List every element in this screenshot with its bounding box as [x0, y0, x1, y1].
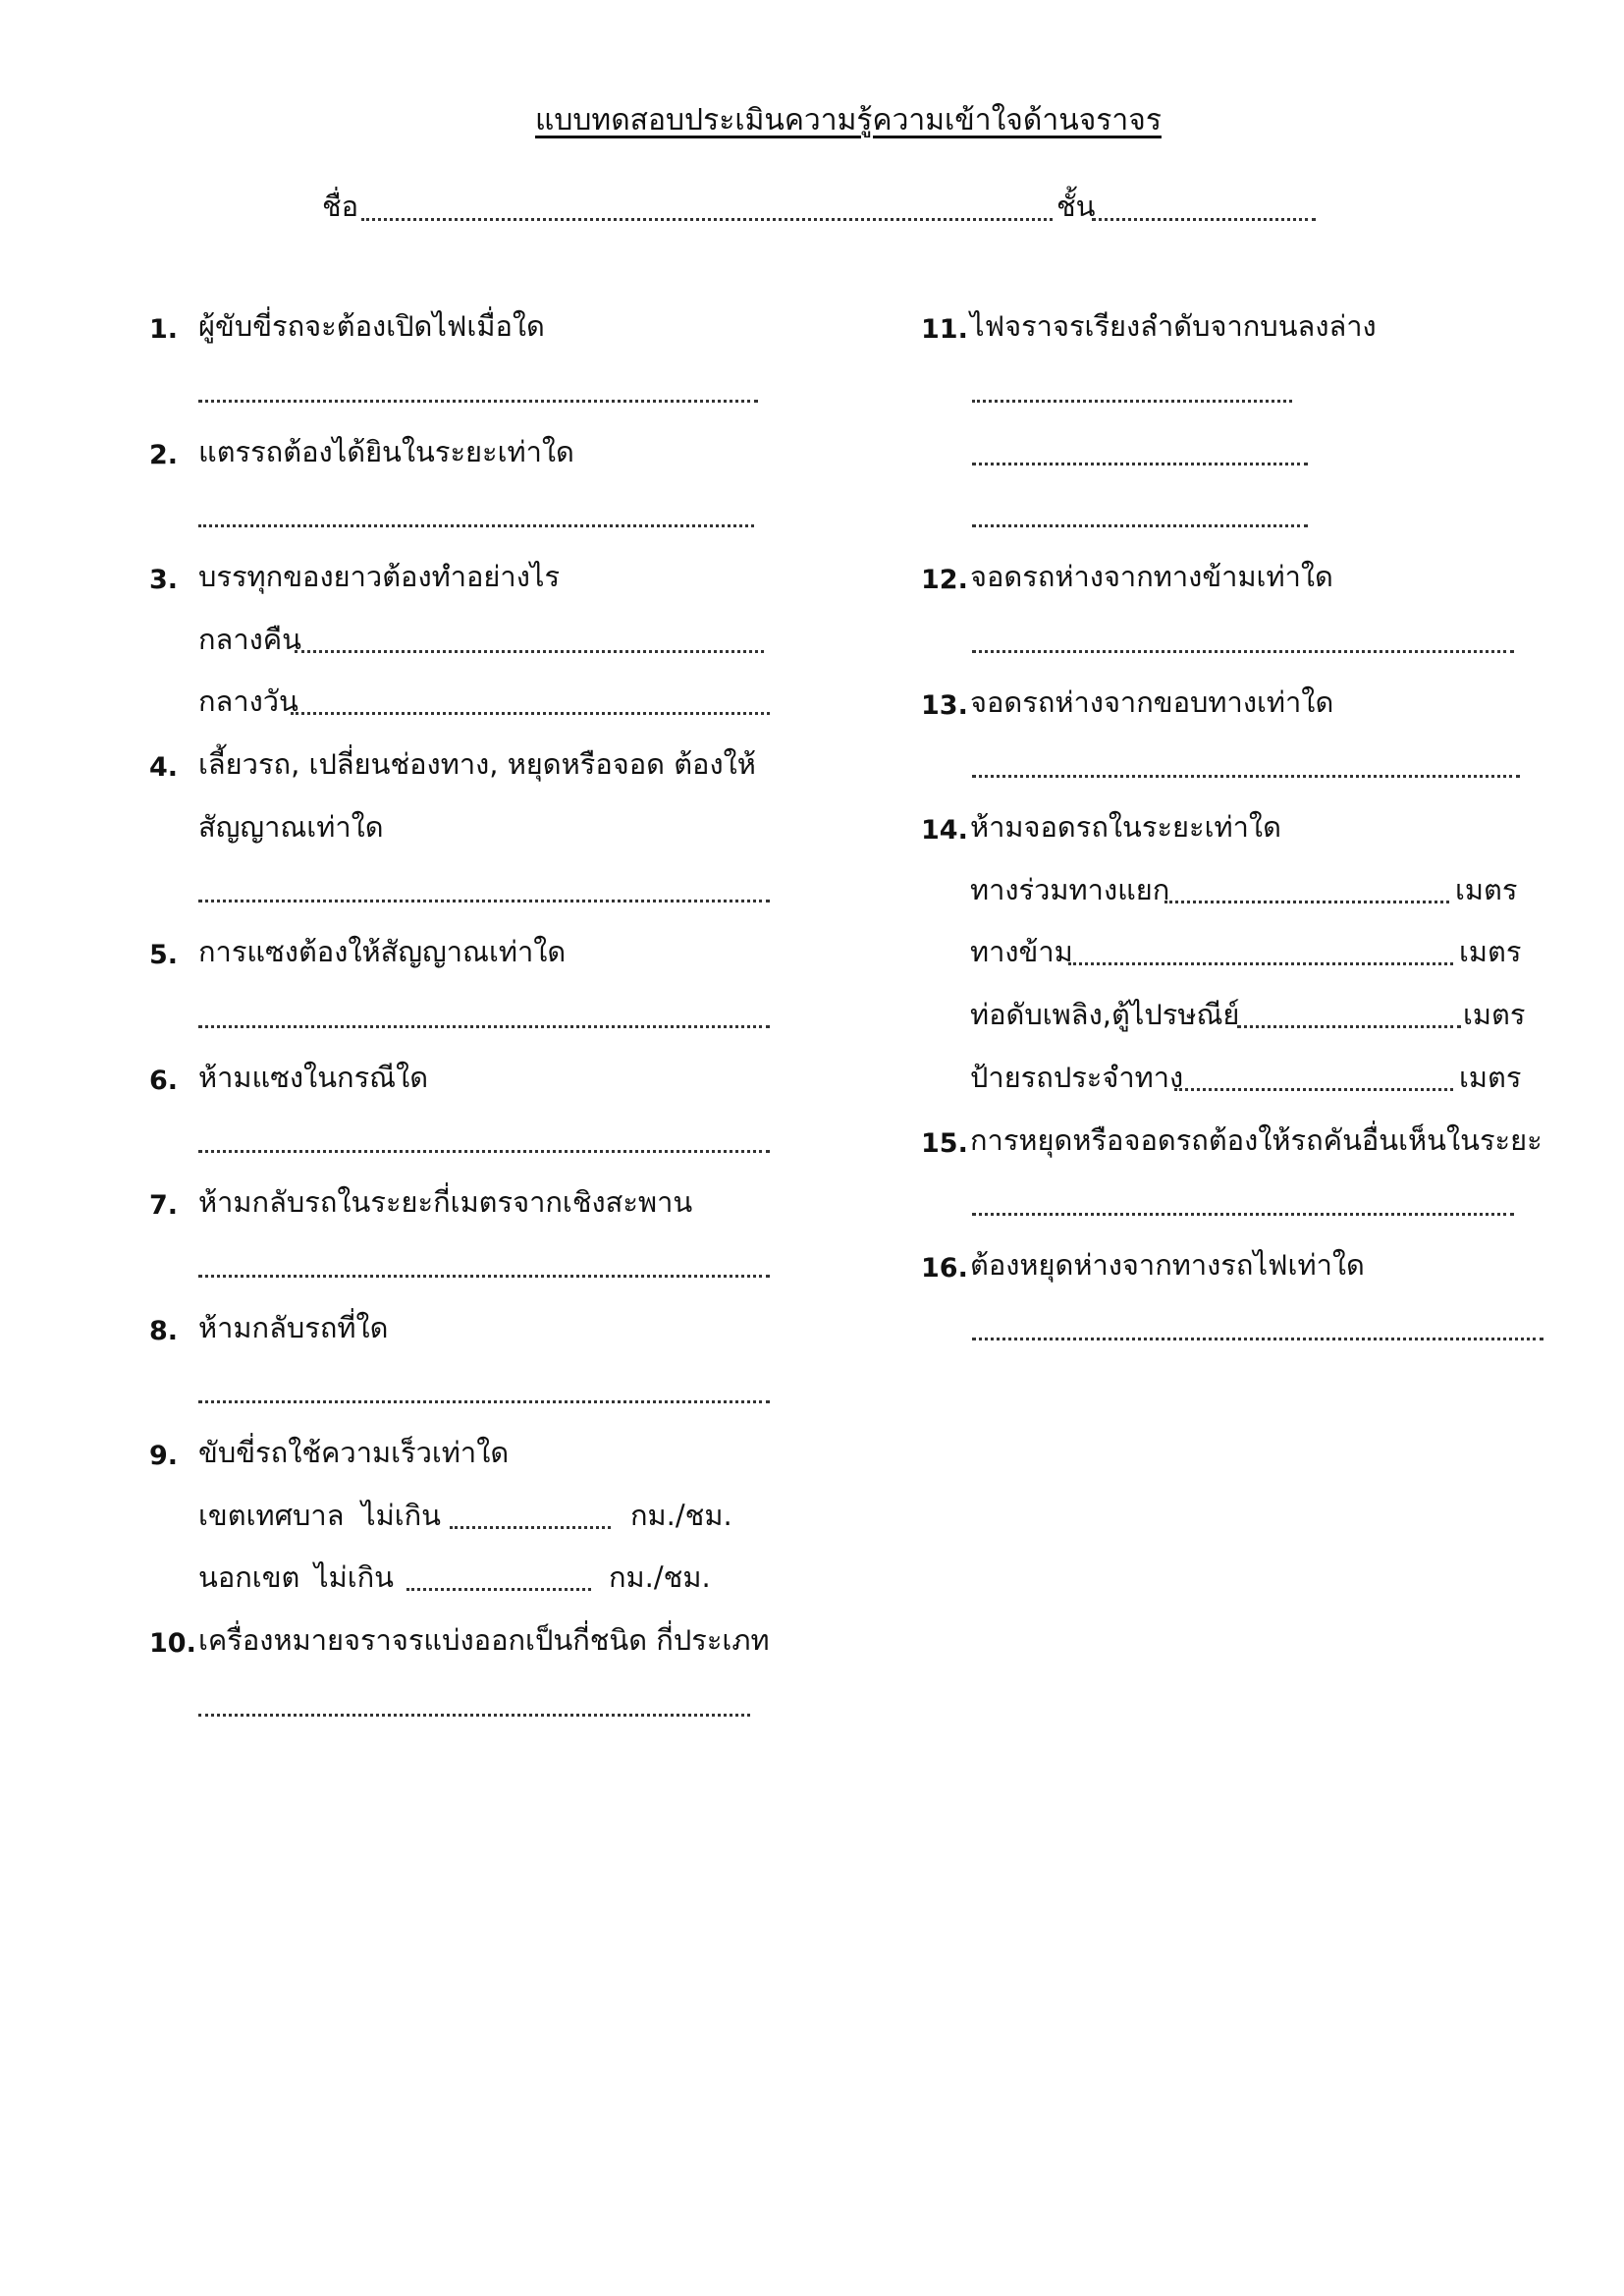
question-number: 14.	[921, 815, 968, 846]
question-number: 3.	[149, 565, 179, 595]
answer-line[interactable]	[198, 400, 758, 403]
sub-label-night: กลางคืน	[198, 623, 301, 656]
answer-line[interactable]	[972, 400, 1292, 403]
unit-meter: เมตร	[1459, 1061, 1522, 1094]
name-label: ชื่อ	[322, 190, 359, 223]
question-number: 16.	[921, 1253, 968, 1284]
question-text-cont: สัญญาณเท่าใด	[198, 810, 384, 844]
answer-line[interactable]	[972, 1338, 1543, 1340]
answer-line[interactable]	[198, 524, 754, 527]
sub-label-crosswalk: ทางข้าม	[970, 935, 1073, 968]
question-number: 10.	[149, 1628, 196, 1659]
answer-line[interactable]	[198, 1025, 770, 1028]
sub-label-not-exceed: ไม่เกิน	[314, 1560, 394, 1594]
answer-line[interactable]	[450, 1526, 611, 1529]
question-text: จอดรถห่างจากขอบทางเท่าใด	[970, 685, 1334, 719]
answer-line[interactable]	[972, 1213, 1514, 1216]
answer-line[interactable]	[1174, 1088, 1453, 1091]
answer-line[interactable]	[406, 1588, 591, 1591]
answer-line[interactable]	[1068, 962, 1453, 965]
question-number: 5.	[149, 940, 179, 970]
question-text: เลี้ยวรถ, เปลี่ยนช่องทาง, หยุดหรือจอด ต้องให้	[198, 747, 756, 781]
answer-line[interactable]	[198, 1150, 770, 1153]
question-number: 13.	[921, 690, 968, 721]
question-text: ห้ามแซงในกรณีใด	[198, 1061, 429, 1094]
sub-label-outside: นอกเขต	[198, 1560, 300, 1594]
unit-meter: เมตร	[1455, 873, 1518, 906]
sub-label-day: กลางวัน	[198, 684, 298, 718]
sub-label-hydrant-mailbox: ท่อดับเพลิง,ตู้ไปรษณีย์	[970, 998, 1240, 1031]
question-number: 9.	[149, 1441, 179, 1471]
question-text: ห้ามจอดรถในระยะเท่าใด	[970, 810, 1281, 844]
answer-line[interactable]	[295, 650, 764, 653]
answer-line[interactable]	[972, 463, 1308, 465]
class-answer-line[interactable]	[1092, 218, 1316, 221]
class-label: ชั้น	[1056, 190, 1096, 223]
answer-line[interactable]	[972, 524, 1308, 527]
question-text: ต้องหยุดห่างจากทางรถไฟเท่าใด	[970, 1248, 1365, 1282]
question-text: การหยุดหรือจอดรถต้องให้รถคันอื่นเห็นในระยะ	[970, 1123, 1543, 1157]
answer-line[interactable]	[972, 650, 1514, 653]
unit-meter: เมตร	[1463, 998, 1526, 1031]
answer-line[interactable]	[291, 712, 770, 715]
question-text: เครื่องหมายจราจรแบ่งออกเป็นกี่ชนิด กี่ประเภท	[198, 1623, 770, 1657]
answer-line[interactable]	[198, 1275, 770, 1278]
name-answer-line[interactable]	[361, 218, 1053, 221]
answer-line[interactable]	[1237, 1025, 1461, 1028]
question-number: 11.	[921, 314, 968, 345]
question-text: ผู้ขับขี่รถจะต้องเปิดไฟเมื่อใด	[198, 309, 545, 343]
answer-line[interactable]	[972, 775, 1520, 778]
question-number: 1.	[149, 314, 179, 345]
question-number: 12.	[921, 565, 968, 595]
answer-line[interactable]	[198, 1714, 750, 1717]
page-title: แบบทดสอบประเมินความรู้ความเข้าใจด้านจราจร	[535, 103, 1162, 137]
answer-line[interactable]	[1164, 901, 1449, 903]
question-text: จอดรถห่างจากทางข้ามเท่าใด	[970, 560, 1333, 593]
question-number: 7.	[149, 1190, 179, 1221]
unit-kmh: กม./ชม.	[630, 1499, 732, 1532]
question-text: ขับขี่รถใช้ความเร็วเท่าใด	[198, 1436, 510, 1469]
answer-line[interactable]	[198, 1400, 770, 1403]
question-text: การแซงต้องให้สัญญาณเท่าใด	[198, 935, 567, 968]
question-number: 8.	[149, 1316, 179, 1346]
question-number: 6.	[149, 1066, 179, 1096]
question-text: บรรทุกของยาวต้องทำอย่างไร	[198, 560, 561, 593]
question-number: 4.	[149, 752, 179, 783]
question-number: 15.	[921, 1128, 968, 1159]
sub-label-bus-stop: ป้ายรถประจำทาง	[970, 1061, 1184, 1094]
question-text: ห้ามกลับรถในระยะกี่เมตรจากเชิงสะพาน	[198, 1185, 693, 1219]
question-text: ห้ามกลับรถที่ใด	[198, 1311, 389, 1344]
unit-meter: เมตร	[1459, 935, 1522, 968]
sub-label-not-exceed: ไม่เกิน	[361, 1499, 441, 1532]
question-text: ไฟจราจรเรียงลำดับจากบนลงล่าง	[970, 309, 1377, 343]
question-number: 2.	[149, 440, 179, 470]
sub-label-municipal: เขตเทศบาล	[198, 1499, 345, 1532]
sub-label-intersection: ทางร่วมทางแยก	[970, 873, 1170, 906]
unit-kmh: กม./ชม.	[609, 1560, 711, 1594]
answer-line[interactable]	[198, 900, 770, 902]
question-text: แตรรถต้องได้ยินในระยะเท่าใด	[198, 435, 574, 468]
